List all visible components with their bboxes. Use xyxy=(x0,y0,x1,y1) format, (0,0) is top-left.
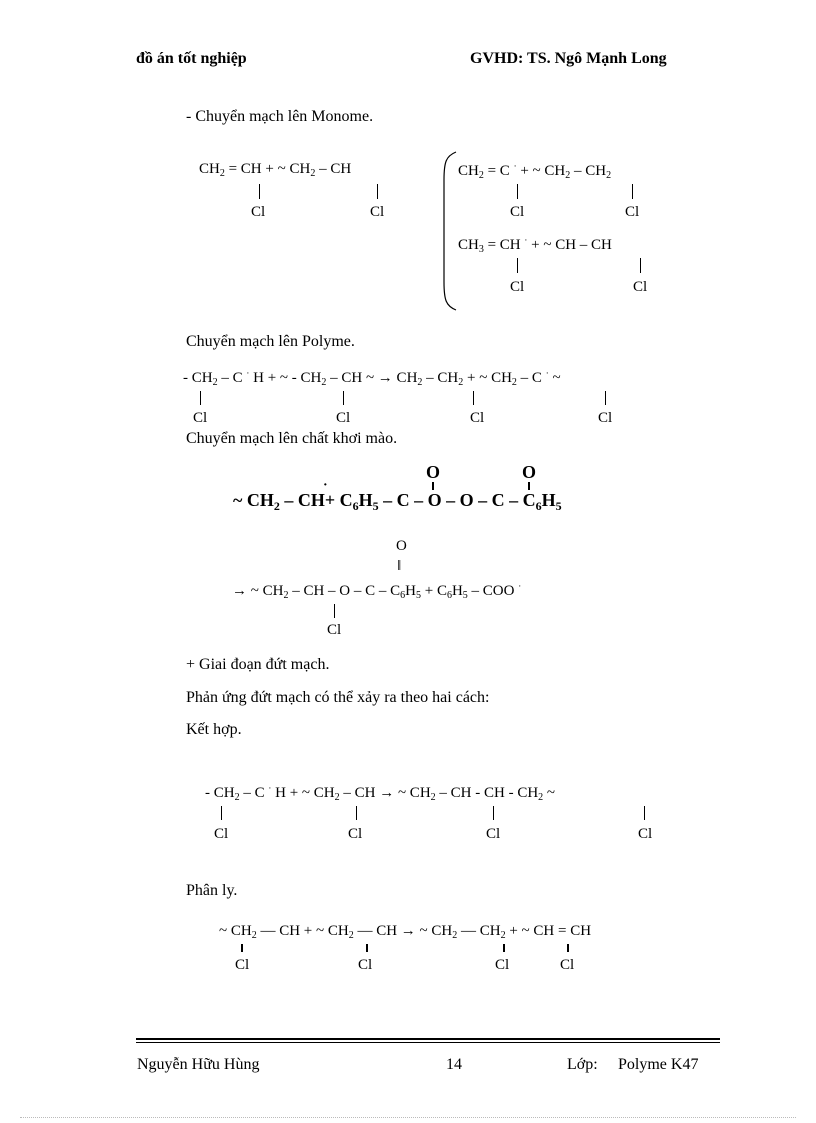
initiator-heading: Chuyển mạch lên chất khơi mào. xyxy=(186,430,398,447)
termination-heading: + Giai đoạn đứt mạch. xyxy=(186,656,330,673)
footer-rule-top xyxy=(136,1038,720,1040)
footer-rule-bottom xyxy=(136,1042,720,1043)
brace-icon xyxy=(440,150,460,312)
footer-class-label: Lớp: xyxy=(567,1056,598,1073)
header-left: đồ án tốt nghiệp xyxy=(136,50,247,67)
combination-heading: Kết hợp. xyxy=(186,721,242,738)
page-bottom-border xyxy=(20,1117,796,1118)
monomer-heading: - Chuyển mạch lên Monome. xyxy=(186,108,374,125)
disproportionation-heading: Phân ly. xyxy=(186,882,238,899)
footer-page-number: 14 xyxy=(446,1056,462,1073)
polymer-heading: Chuyển mạch lên Polyme. xyxy=(186,333,355,350)
termination-text: Phản ứng đứt mạch có thể xảy ra theo hai cách: xyxy=(186,689,490,706)
footer-class-name: Polyme K47 xyxy=(618,1056,699,1073)
header-right: GVHD: TS. Ngô Mạnh Long xyxy=(470,50,667,67)
footer-author: Nguyễn Hữu Hùng xyxy=(137,1056,260,1073)
